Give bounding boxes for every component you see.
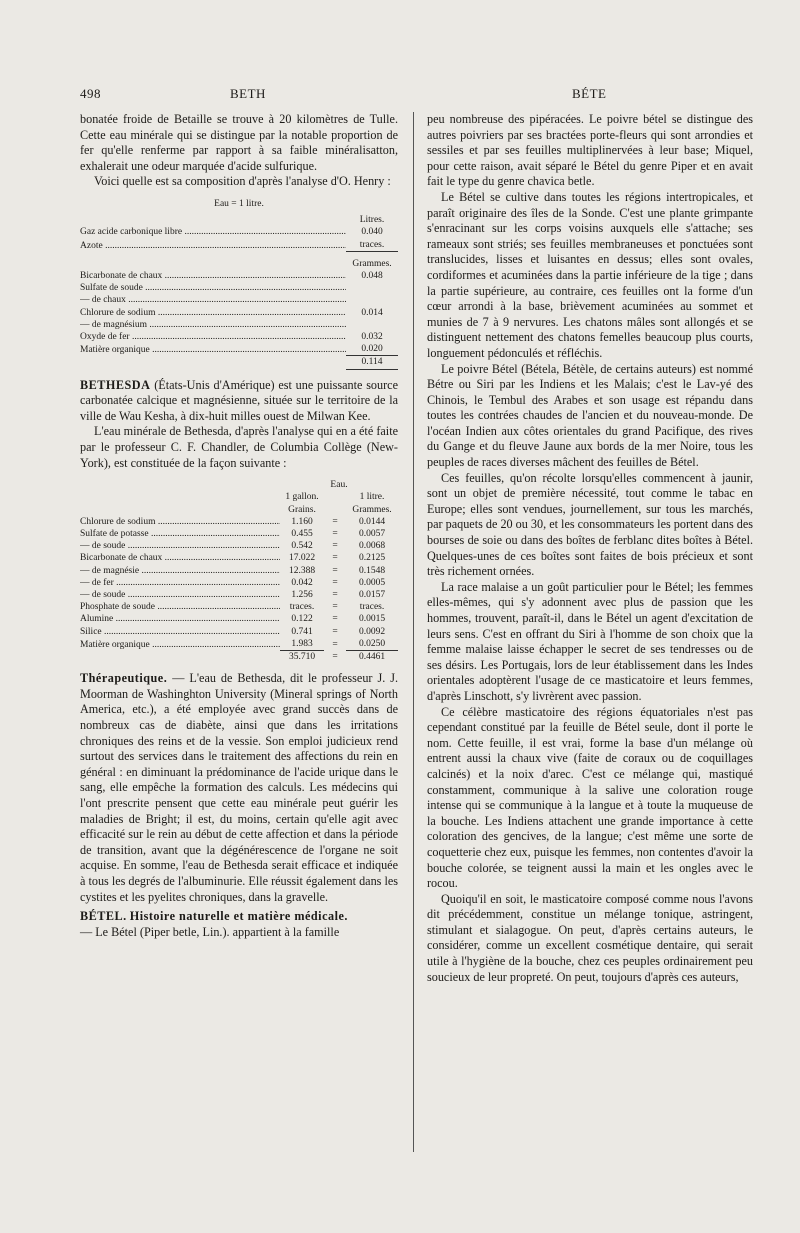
table-row: Gaz acide carbonique libre ..... 0.040 (80, 226, 398, 238)
table-row: — de soude ..... 0.542 = 0.0068 (80, 540, 398, 552)
unit-label: Litres. (359, 215, 385, 226)
table-row: Silice ..... 0.741 = 0.0092 (80, 626, 398, 638)
table-row: Sulfate de soude ..... (80, 282, 398, 294)
paragraph: Le Bétel se cultive dans toutes les régions intertropicales, et paraît originaire des îles de la Sonde. C'est une plante grimpante s'enracinant sur les corps voisins auxquels elle s'attache; ses rameaux sont striés; ses feuilles membraneuses et ponctuées sont translucides, lisses et luisantes en dessus; elles sont ovales, cordiformes et acuminées dans la partie inférieure de la tige ; dans la partie supérieure, au contraire, ces feuilles ont la forme d'un cœur arrondi à la base, brièvement acuminées au sommet et munies de 7 à 9 nervures. Les chatons mâles sont allongés et se distinguent nettement des chatons femelles beaucoup plus courts, longuement pédonculés et réfléchis. (427, 189, 753, 360)
paragraph: Ces feuilles, qu'on récolte lorsqu'elles commencent à jaunir, sont un objet de première nécessité, tout comme le tabac en Europe; elles sont vendues, journellement, sur tous les marchés, par paquets de 20 ou 30, et les consommateurs les portent dans des bourses de soie ou dans des boîtes de ferblanc dites boîtes à Bétel. Quelques-unes de ces boîtes sont faites de bois précieux et sont très richement ornées. (427, 470, 753, 579)
paragraph: La race malaise a un goût particulier pour le Bétel; les femmes elles-mêmes, qui s'y adonnent avec plus de passion que les hommes, trouvent, paraît-il, dans le Bétel un agent d'excitation de leurs sens. C'est en offrant du Siri à l'homme de son choix que la femme malaise laisse échapper le secret de ses tendresses ou de ses désirs. Les Portugais, lors de leur établissement dans les Indes orientales adoptèrent l'usage de ce masticatoire et leurs femmes, d'après Linschott, s'y livrèrent avec passion. (427, 579, 753, 703)
table-row: Phosphate de soude ..... traces. = traces. (80, 601, 398, 613)
paragraph: Quoiqu'il en soit, le masticatoire composé comme nous l'avons dit précédemment, constitue un mélange tonique, astringent, stimulant et sialagogue. On peut, d'après certains auteurs, le considérer, comme un excellent cosmétique dentaire, qui serait utile à l'hygiène de la bouche, chez ces peuples ordinairement peu soucieux de leur propreté. On peut, toujours d'après ces auteurs, (427, 891, 753, 984)
header-left-title: BETH (230, 86, 266, 101)
running-header (80, 86, 722, 104)
table-row: — de magnésie ..... 12.388 = 0.1548 (80, 565, 398, 577)
section-heading-therapeutique: Thérapeutique. (80, 671, 168, 686)
table-caption: Eau. (330, 480, 348, 491)
header-right-title: BÉTE (572, 86, 607, 101)
column-header: 1 gallon. (285, 492, 319, 503)
paragraph: Le poivre Bétel (Bételа, Bétèle, de certains auteurs) est nommé Bétre ou Siri par les Indiens et les Malais; c'est le Lav-yé des Chinois, le Tembul des Arabes et son usage est répandu dans toutes les contrées chaudes de l'ancien et du nouveau-monde. De l'océan Indien aux côtes orientales du grand Pacifique, des rives du Gange et du fleuve Jaune aux bords de la mer Noire, tous les peuples de races diverses mâchent des feuilles de Bétel. (427, 361, 753, 470)
table-row: Alumine ..... 0.122 = 0.0015 (80, 613, 398, 625)
table-row: Sulfate de potasse ..... 0.455 = 0.0057 (80, 528, 398, 540)
column-header: 1 litre. (359, 492, 385, 503)
table-row: Chlorure de sodium ..... 0.014 (80, 307, 398, 319)
paragraph: L'eau minérale de Bethesda, d'après l'analyse qui en a été faite par le professeur C. F. Chandler, de Columbia Collège (New-York), est constituée de la façon suivante : (80, 424, 398, 470)
entry-heading-betel: BÉTEL. (80, 909, 127, 924)
table-total: 35.710 = 0.4461 (288, 652, 386, 663)
table-row: — de chaux ..... (80, 294, 398, 306)
table-row: — de magnésium ..... (80, 319, 398, 331)
composition-table-henry (80, 198, 398, 370)
unit-label: Grammes. (352, 504, 392, 515)
table-row: Oxyde de fer ..... 0.032 (80, 331, 398, 343)
table-row: Matière organique ..... 0.020 (80, 343, 398, 356)
column-divider (413, 112, 414, 1152)
left-column (80, 112, 398, 940)
unit-label: Grammes. (352, 258, 392, 269)
paragraph: — L'eau de Bethesda, dit le professeur J. J. Moorman de Washinghton University (Mineral springs of North America, etc.), a été employée avec grand succès dans de nombreux cas de diabète, ainsi que dans les irritations chroniques des reins et de la vessie. Son emploi judicieux rend surtout des services dans le traitement des affections du rein en général : en diminuant la prédominance de l'acide urique dans le sang, elle empêche la formation des calculs. Les médecins qui l'ont prescrite pensent que cette eau minérale peut guérir les maladies de Bright; il est, du moins, certain qu'elle agit avec efficacité sur le rein au début de cette affection et dans la période de transition, avant que la dégénérescence de l'organe ne soit acquise. En somme, l'eau de Bethesda serait efficace et indiquée à tous les degrés de l'albuminurie. Elle réussit également dans les cystites et les pyelites chroniques, dans la gravelle. (80, 671, 399, 904)
table-caption: Eau = 1 litre. (214, 198, 264, 209)
table-row: Chlorure de sodium ..... 1.160 = 0.0144 (80, 516, 398, 528)
page-number: 498 (80, 86, 101, 101)
unit-label: Grains. (288, 504, 316, 515)
table-row: Azote ..... traces. (80, 239, 398, 252)
paragraph: bonatée froide de Betaille se trouve à 20 kilomètres de Tulle. Cette eau minérale qui se distingue par la notable proportion de fer qu'elle renferme par rapport à sa faible minéralisatton, exhalerait une odeur marquée d'acide sulfurique. (80, 112, 398, 173)
entry-heading-bethesda: BETHESDA (80, 377, 151, 392)
composition-table-chandler (80, 479, 398, 663)
paragraph: Voici quelle est sa composition d'après l'analyse d'O. Henry : (94, 174, 391, 189)
paragraph: (États-Unis d'Amérique) est une puissante source carbonatée calcique et magnésienne, située sur le territoire de la ville de Wau Kesha, à dix-huit milles ouest de Milwan Kee. (80, 377, 398, 423)
table-row: — de fer ..... 0.042 = 0.0005 (80, 577, 398, 589)
table-row: — de soude ..... 1.256 = 0.0157 (80, 589, 398, 601)
paragraph: Ce célèbre masticatoire des régions équatoriales n'est pas cependant constitué par la feuille de Bétel seule, dont il porte le nom. Cette feuille, il est vrai, forme la base d'un mélange où entrent aussi la chaux vive (faite de coraux ou de coquillages calcinés) et la noix d'arec. C'est ce mélange qui, mastiqué constamment, communique à la salive une coloration rouge intense qui se communique à la langue et à toute la muqueuse de la bouche. Les Indiens attachent une grande importance à cette coloration des gencives, de la langue; c'est même une sorte de coquetterie chez eux, puisque les femmes, non contentes d'avoir la bouche colorée, se teignent aussi la main et les ongles avec le rocou. (427, 704, 753, 891)
paragraph: — Le Bétel (Piper betle, Lin.). appartient à la famille (80, 924, 340, 939)
paragraph: peu nombreuse des pipéracées. Le poivre bétel se distingue des autres poivriers par ses bractées porte-fleurs qui sont arrondies et sessiles et par ses feuilles multiplinervées à leur base; Miquel, pour cette raison, avait séparé le Bétel du genre Piper et en avait fait le type du genre chavica betle. (427, 112, 753, 189)
table-total: 0.114 (80, 356, 398, 369)
table-row: Bicarbonate de chaux ..... 0.048 (80, 270, 398, 282)
subheading: Histoire naturelle et matière médicale. (129, 909, 348, 924)
table-row: Bicarbonate de chaux ..... 17.022 = 0.2125 (80, 552, 398, 564)
right-column (427, 112, 753, 985)
table-row: Matière organique ..... 1.983 = 0.0250 (80, 638, 398, 651)
